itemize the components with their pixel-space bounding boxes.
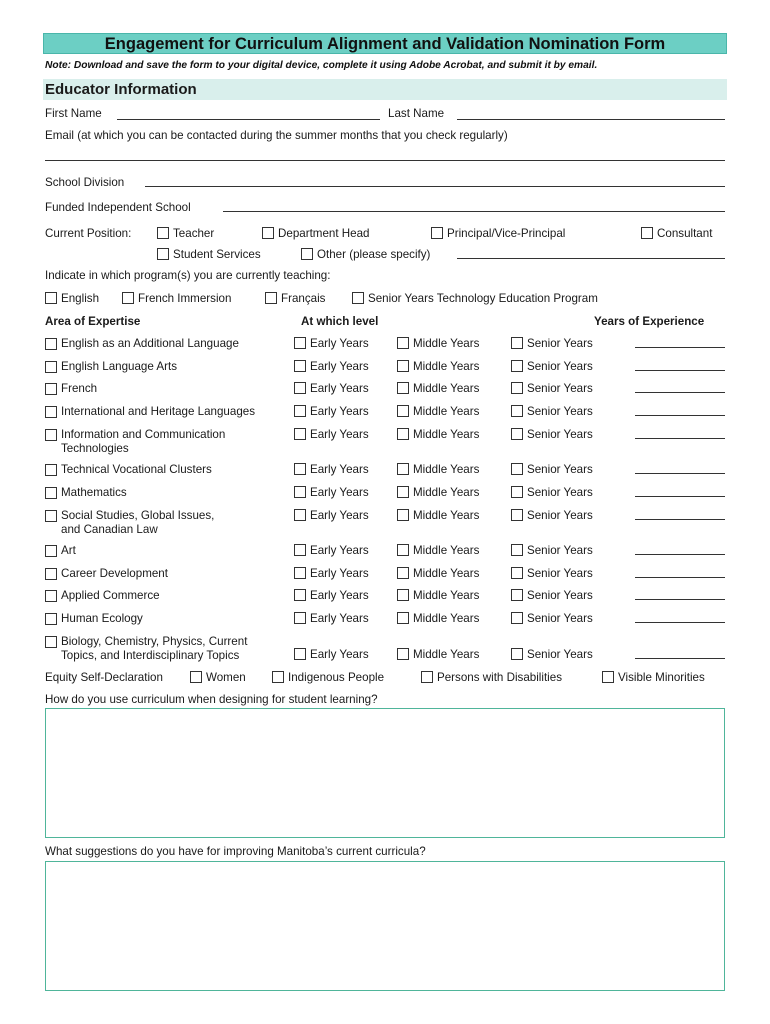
expertise-area-option[interactable] (45, 567, 168, 581)
funded-school-label: Funded Independent School (45, 201, 191, 214)
teacher-checkbox[interactable] (157, 227, 169, 239)
level-option-middle-years[interactable]: Middle Years (397, 405, 479, 418)
question-suggestions-label: What suggestions do you have for improving Manitoba’s current curricula? (45, 845, 426, 858)
program-option-francais[interactable]: Français (265, 292, 325, 305)
expertise-area-label: English Language Arts (61, 360, 178, 373)
expertise-area-option[interactable] (45, 428, 225, 455)
position-option-student-services[interactable]: Student Services (157, 248, 261, 261)
level-checkbox[interactable] (511, 463, 523, 475)
level-checkbox[interactable] (397, 567, 409, 579)
expertise-area-checkbox[interactable] (45, 464, 57, 476)
expertise-area-option[interactable] (45, 382, 97, 396)
expertise-area-label: English as an Additional Language (61, 337, 239, 350)
expertise-area-option[interactable] (45, 635, 247, 662)
level-option-early-years[interactable]: Early Years (294, 463, 369, 476)
expertise-area-checkbox[interactable] (45, 429, 57, 441)
level-option-senior-years[interactable]: Senior Years (511, 382, 593, 395)
level-checkbox[interactable] (294, 405, 306, 417)
level-option-senior-years[interactable]: Senior Years (511, 463, 593, 476)
level-checkbox[interactable] (511, 648, 523, 660)
section-title-educator-information: Educator Information (43, 79, 727, 100)
level-checkbox[interactable] (397, 486, 409, 498)
first-name-label: First Name (45, 107, 102, 120)
level-checkbox[interactable] (511, 567, 523, 579)
level-option-senior-years[interactable]: Senior Years (511, 509, 593, 522)
level-checkbox[interactable] (294, 509, 306, 521)
first-name-field[interactable] (117, 119, 380, 120)
senior-years-tech-checkbox[interactable] (352, 292, 364, 304)
level-option-early-years[interactable]: Early Years (294, 382, 369, 395)
position-option-teacher[interactable]: Teacher (157, 227, 214, 240)
years-experience-field[interactable] (635, 392, 725, 393)
years-experience-field[interactable] (635, 347, 725, 348)
level-checkbox[interactable] (397, 428, 409, 440)
principal-checkbox[interactable] (431, 227, 443, 239)
level-option-senior-years[interactable]: Senior Years (511, 337, 593, 350)
expertise-area-label: International and Heritage Languages (61, 405, 256, 418)
level-option-senior-years[interactable]: Senior Years (511, 612, 593, 625)
expertise-area-checkbox[interactable] (45, 406, 57, 418)
women-checkbox[interactable] (190, 671, 202, 683)
level-option-early-years[interactable]: Early Years (294, 589, 369, 602)
programs-label: Indicate in which program(s) you are currently teaching: (45, 269, 331, 282)
program-option-english[interactable]: English (45, 292, 99, 305)
level-checkbox[interactable] (294, 337, 306, 349)
level-option-early-years[interactable]: Early Years (294, 544, 369, 557)
program-option-senior-years-tech[interactable]: Senior Years Technology Education Program (352, 292, 598, 305)
department-head-checkbox[interactable] (262, 227, 274, 239)
indigenous-checkbox[interactable] (272, 671, 284, 683)
level-checkbox[interactable] (511, 382, 523, 394)
level-option-senior-years[interactable]: Senior Years (511, 360, 593, 373)
email-label: Email (at which you can be contacted during the summer months that you check regularly) (45, 129, 508, 142)
curriculum-use-textarea[interactable] (45, 708, 725, 838)
level-option-early-years[interactable]: Early Years (294, 360, 369, 373)
level-option-middle-years[interactable]: Middle Years (397, 428, 479, 441)
level-checkbox[interactable] (294, 612, 306, 624)
expertise-area-checkbox[interactable] (45, 383, 57, 395)
question-curriculum-use-label: How do you use curriculum when designing for student learning? (45, 693, 378, 706)
years-experience-field[interactable] (635, 496, 725, 497)
level-option-early-years[interactable]: Early Years (294, 648, 369, 661)
student-services-checkbox[interactable] (157, 248, 169, 260)
expertise-area-label: Applied Commerce (61, 589, 160, 602)
expertise-area-option[interactable] (45, 405, 255, 419)
years-experience-field[interactable] (635, 658, 725, 659)
level-header: At which level (301, 315, 379, 328)
expertise-area-checkbox[interactable] (45, 361, 57, 373)
expertise-area-label: Biology, Chemistry, Physics, Current Topics, and Interdisciplinary Topics (61, 635, 248, 662)
years-experience-field[interactable] (635, 415, 725, 416)
level-checkbox[interactable] (294, 486, 306, 498)
level-option-middle-years[interactable]: Middle Years (397, 486, 479, 499)
years-experience-field[interactable] (635, 370, 725, 371)
level-option-early-years[interactable]: Early Years (294, 612, 369, 625)
expertise-area-label: Career Development (61, 567, 168, 580)
last-name-field[interactable] (457, 119, 725, 120)
level-checkbox[interactable] (511, 486, 523, 498)
level-option-middle-years[interactable]: Middle Years (397, 612, 479, 625)
level-option-middle-years[interactable]: Middle Years (397, 360, 479, 373)
level-checkbox[interactable] (294, 463, 306, 475)
level-option-senior-years[interactable]: Senior Years (511, 567, 593, 580)
form-title: Engagement for Curriculum Alignment and Validation Nomination Form (43, 33, 727, 54)
level-option-middle-years[interactable]: Middle Years (397, 648, 479, 661)
french-immersion-checkbox[interactable] (122, 292, 134, 304)
level-option-middle-years[interactable]: Middle Years (397, 589, 479, 602)
equity-option-women[interactable]: Women (190, 671, 246, 684)
level-checkbox[interactable] (397, 612, 409, 624)
english-checkbox[interactable] (45, 292, 57, 304)
level-checkbox[interactable] (294, 567, 306, 579)
equity-option-disabilities[interactable]: Persons with Disabilities (421, 671, 562, 684)
equity-label: Equity Self-Declaration (45, 671, 163, 684)
level-option-middle-years[interactable]: Middle Years (397, 337, 479, 350)
expertise-area-option[interactable] (45, 463, 212, 477)
expertise-area-label: Technical Vocational Clusters (61, 463, 212, 476)
expertise-area-checkbox[interactable] (45, 510, 57, 522)
level-option-early-years[interactable]: Early Years (294, 428, 369, 441)
level-option-early-years[interactable]: Early Years (294, 509, 369, 522)
level-checkbox[interactable] (294, 648, 306, 660)
consultant-checkbox[interactable] (641, 227, 653, 239)
level-checkbox[interactable] (511, 405, 523, 417)
expertise-area-option[interactable] (45, 337, 239, 351)
level-option-senior-years[interactable]: Senior Years (511, 544, 593, 557)
school-division-label: School Division (45, 176, 125, 189)
level-checkbox[interactable] (511, 509, 523, 521)
years-experience-field[interactable] (635, 577, 725, 578)
expertise-area-checkbox[interactable] (45, 338, 57, 350)
email-field[interactable] (45, 160, 725, 161)
equity-option-visible-minorities[interactable]: Visible Minorities (602, 671, 705, 684)
level-checkbox[interactable] (397, 405, 409, 417)
expertise-area-option[interactable] (45, 589, 160, 603)
level-option-early-years[interactable]: Early Years (294, 405, 369, 418)
disabilities-checkbox[interactable] (421, 671, 433, 683)
level-checkbox[interactable] (397, 544, 409, 556)
funded-school-field[interactable] (223, 211, 725, 212)
level-option-senior-years[interactable]: Senior Years (511, 428, 593, 441)
level-option-senior-years[interactable]: Senior Years (511, 405, 593, 418)
level-option-middle-years[interactable]: Middle Years (397, 463, 479, 476)
suggestions-textarea[interactable] (45, 861, 725, 991)
level-option-early-years[interactable]: Early Years (294, 337, 369, 350)
level-checkbox[interactable] (397, 509, 409, 521)
current-position-label: Current Position: (45, 227, 132, 240)
years-experience-field[interactable] (635, 599, 725, 600)
other-checkbox[interactable] (301, 248, 313, 260)
level-checkbox[interactable] (511, 612, 523, 624)
level-checkbox[interactable] (511, 544, 523, 556)
expertise-area-option[interactable] (45, 509, 214, 536)
level-option-middle-years[interactable]: Middle Years (397, 509, 479, 522)
level-checkbox[interactable] (294, 589, 306, 601)
years-experience-field[interactable] (635, 438, 725, 439)
level-checkbox[interactable] (397, 648, 409, 660)
years-experience-header: Years of Experience (594, 315, 705, 328)
years-experience-field[interactable] (635, 519, 725, 520)
level-checkbox[interactable] (397, 360, 409, 372)
level-checkbox[interactable] (397, 337, 409, 349)
level-option-middle-years[interactable]: Middle Years (397, 567, 479, 580)
expertise-area-option[interactable] (45, 612, 143, 626)
level-checkbox[interactable] (294, 382, 306, 394)
expertise-area-label: Mathematics (61, 486, 127, 499)
level-option-middle-years[interactable]: Middle Years (397, 382, 479, 395)
expertise-area-checkbox[interactable] (45, 636, 57, 648)
level-checkbox[interactable] (511, 360, 523, 372)
level-option-senior-years[interactable]: Senior Years (511, 589, 593, 602)
expertise-area-label: Art (61, 544, 76, 557)
expertise-area-option[interactable] (45, 544, 76, 558)
expertise-area-checkbox[interactable] (45, 568, 57, 580)
level-checkbox[interactable] (294, 360, 306, 372)
form-note: Note: Download and save the form to your digital device, complete it using Adobe Acrobat, and submit it by email. (45, 60, 598, 71)
level-checkbox[interactable] (511, 589, 523, 601)
level-checkbox[interactable] (397, 589, 409, 601)
level-checkbox[interactable] (397, 382, 409, 394)
expertise-area-label: Information and Communication Technologies (61, 428, 226, 455)
expertise-area-checkbox[interactable] (45, 487, 57, 499)
expertise-area-option[interactable] (45, 360, 177, 374)
position-option-consultant[interactable]: Consultant (641, 227, 712, 240)
expertise-area-checkbox[interactable] (45, 590, 57, 602)
years-experience-field[interactable] (635, 473, 725, 474)
francais-checkbox[interactable] (265, 292, 277, 304)
level-option-middle-years[interactable]: Middle Years (397, 544, 479, 557)
expertise-area-label: Human Ecology (61, 612, 143, 625)
program-option-french-immersion[interactable]: French Immersion (122, 292, 231, 305)
level-checkbox[interactable] (511, 337, 523, 349)
years-experience-field[interactable] (635, 622, 725, 623)
level-option-senior-years[interactable]: Senior Years (511, 648, 593, 661)
level-option-senior-years[interactable]: Senior Years (511, 486, 593, 499)
years-experience-field[interactable] (635, 554, 725, 555)
expertise-area-label: Social Studies, Global Issues, and Canadian Law (61, 509, 215, 536)
position-option-principal[interactable]: Principal/Vice-Principal (431, 227, 565, 240)
expertise-area-option[interactable] (45, 486, 127, 500)
position-option-department-head[interactable]: Department Head (262, 227, 370, 240)
school-division-field[interactable] (145, 186, 725, 187)
other-specify-field[interactable] (457, 258, 725, 259)
expertise-area-checkbox[interactable] (45, 613, 57, 625)
level-option-early-years[interactable]: Early Years (294, 486, 369, 499)
expertise-area-checkbox[interactable] (45, 545, 57, 557)
last-name-label: Last Name (388, 107, 445, 120)
equity-option-indigenous[interactable]: Indigenous People (272, 671, 384, 684)
visible-minorities-checkbox[interactable] (602, 671, 614, 683)
expertise-area-label: French (61, 382, 98, 395)
level-checkbox[interactable] (511, 428, 523, 440)
level-checkbox[interactable] (294, 544, 306, 556)
level-option-early-years[interactable]: Early Years (294, 567, 369, 580)
position-option-other[interactable]: Other (please specify) (301, 248, 430, 261)
level-checkbox[interactable] (397, 463, 409, 475)
level-checkbox[interactable] (294, 428, 306, 440)
area-of-expertise-header: Area of Expertise (45, 315, 141, 328)
